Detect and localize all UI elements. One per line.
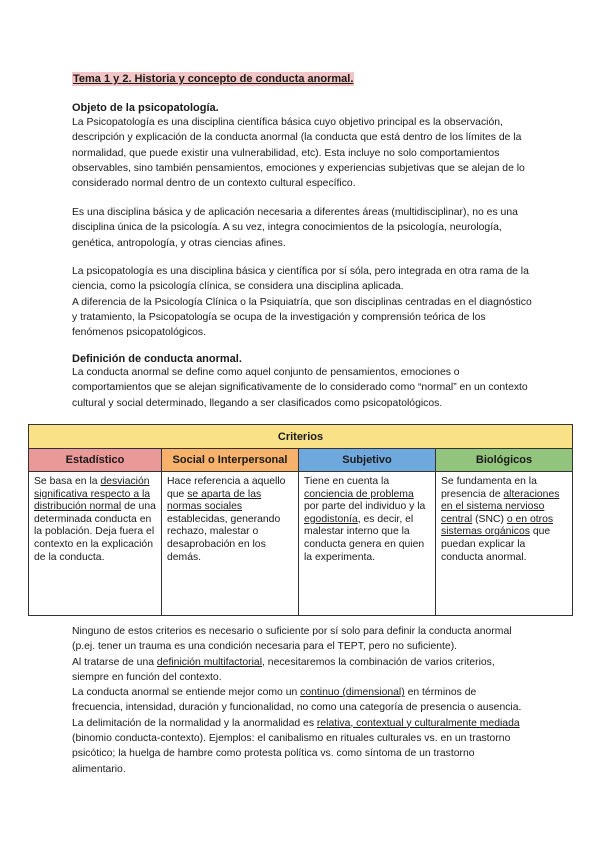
paragraph-text: La conducta anormal se define como aquel conjunto de pensamientos, emociones o comportamientos que se alejan significativamente de lo considerado como “normal” en un contexto cultural y social determinado, llegando a ser clasificados como psicopatológicos. bbox=[72, 367, 528, 409]
underlined-term: continuo (dimensional) bbox=[300, 687, 405, 699]
underlined-term: egodistonía bbox=[304, 513, 358, 525]
cell-subjetivo bbox=[299, 472, 436, 616]
paragraph-multifactorial bbox=[72, 655, 527, 686]
paragraph-multidisciplinar bbox=[72, 205, 532, 251]
cell-text: Se basa en la bbox=[34, 476, 101, 487]
criteria-table bbox=[28, 424, 573, 616]
cell-text: , es decir, el malestar interno que la conducta genera en quien la experimenta. bbox=[304, 513, 425, 563]
paragraph-text: Ninguno de estos criterios es necesario o suficiente por sí solo para definir la conducta anormal (p.ej. tener un trauma es una condición necesaria para el TEPT, pero no suficiente). bbox=[72, 626, 512, 653]
paragraph-objeto bbox=[72, 115, 532, 191]
paragraph-text: Al tratarse de una bbox=[72, 656, 157, 668]
paragraph-text: La Psicopatología es una disciplina científica básica cuyo objetivo principal es la observación, descripción y explicación de la conducta anormal (la conducta que está dentro de los límites de la normalidad, que puede existir una vulnerabilidad, etc). Esta incluye no solo comportamientos observables, sino también pensamientos, emociones y experiencias subjetivas que se alejan de lo considerado normal dentro de un contexto cultural específico. bbox=[72, 117, 525, 190]
cell-text: establecidas, generando rechazo, malestar o desaprobación en los demás. bbox=[167, 513, 281, 563]
section-heading-objeto: Objeto de la psicopatología. bbox=[72, 102, 219, 114]
column-header-social: Social o Interpersonal bbox=[162, 449, 299, 472]
underlined-term: conciencia de problema bbox=[304, 488, 414, 500]
paragraph-conclusiones bbox=[72, 624, 527, 777]
cell-text: Hace referencia a aquello que bbox=[167, 476, 286, 500]
underlined-term: relativa, contextual y culturalmente mediada bbox=[316, 717, 520, 729]
underlined-term: o en otros sistemas orgánicos bbox=[441, 513, 554, 538]
paragraph-definicion bbox=[72, 365, 532, 411]
underlined-term: definición multifactorial bbox=[156, 656, 263, 668]
cell-text: Se fundamenta en la presencia de bbox=[441, 476, 537, 500]
table-header: Criterios bbox=[29, 425, 573, 449]
underlined-term: se aparta de las normas sociales bbox=[167, 488, 262, 513]
cell-text: que puedan explicar la conducta anormal. bbox=[441, 526, 551, 563]
cell-social bbox=[162, 472, 299, 616]
paragraph-text: La psicopatología es una disciplina básica y científica por sí sóla, pero integrada en otra rama de la ciencia, como la psicología clínica, se considera una disciplina aplicada. bbox=[72, 266, 529, 293]
underlined-term: desviación significativa respecto a la distribución normal bbox=[34, 476, 151, 513]
underlined-term: alteraciones en el sistema nervioso central bbox=[441, 488, 560, 525]
paragraph-text: en términos de frecuencia, intensidad, duración y funcionalidad, no como una categoría de presencia o ausencia. La delimitación de la normalidad y la anormalidad es bbox=[72, 687, 522, 729]
column-header-estadistico: Estadístico bbox=[29, 449, 162, 472]
paragraph-text: (binomio conducta-contexto). Ejemplos: el canibalismo en rituales culturales vs. en un trastorno psicótico; la huelga de hambre como protesta política vs. como síntoma de un trastorno alimentario. bbox=[72, 733, 511, 775]
cell-text: de una determinada conducta en la población. Deja fuera el contexto en la explicación de la conducta. bbox=[34, 501, 156, 563]
cell-biologicos bbox=[436, 472, 573, 616]
column-header-subjetivo: Subjetivo bbox=[299, 449, 436, 472]
paragraph-continuo bbox=[72, 685, 527, 777]
cell-text: por parte del individuo y la bbox=[304, 501, 426, 513]
paragraph-text: , necesitaremos la combinación de varios criterios, siempre en función del contexto. bbox=[72, 656, 495, 683]
cell-text: (SNC) bbox=[472, 513, 507, 525]
paragraph-aplicada bbox=[72, 264, 532, 340]
cell-estadistico bbox=[29, 472, 162, 616]
paragraph-text: La conducta anormal se entiende mejor como un bbox=[72, 687, 301, 699]
cell-text: Tiene en cuenta la bbox=[304, 476, 390, 487]
section-heading-definicion: Definición de conducta anormal. bbox=[72, 353, 242, 365]
paragraph-text: Es una disciplina básica y de aplicación necesaria a diferentes áreas (multidisciplinar), no es una disciplina única de la psicología. A su vez, integra conocimientos de la psicología, neurología, genética, antropología, y otras ciencias afines. bbox=[72, 207, 518, 249]
document-title: Tema 1 y 2. Historia y concepto de conducta anormal. bbox=[73, 73, 354, 85]
column-header-biologicos: Biológicos bbox=[436, 449, 573, 472]
paragraph-text: A diferencia de la Psicología Clínica o la Psiquiatría, que son disciplinas centradas en el diagnóstico y tratamiento, la Psicopatología se ocupa de la investigación y comprensión teórica de los fenómenos psicopatológicos. bbox=[72, 296, 532, 339]
